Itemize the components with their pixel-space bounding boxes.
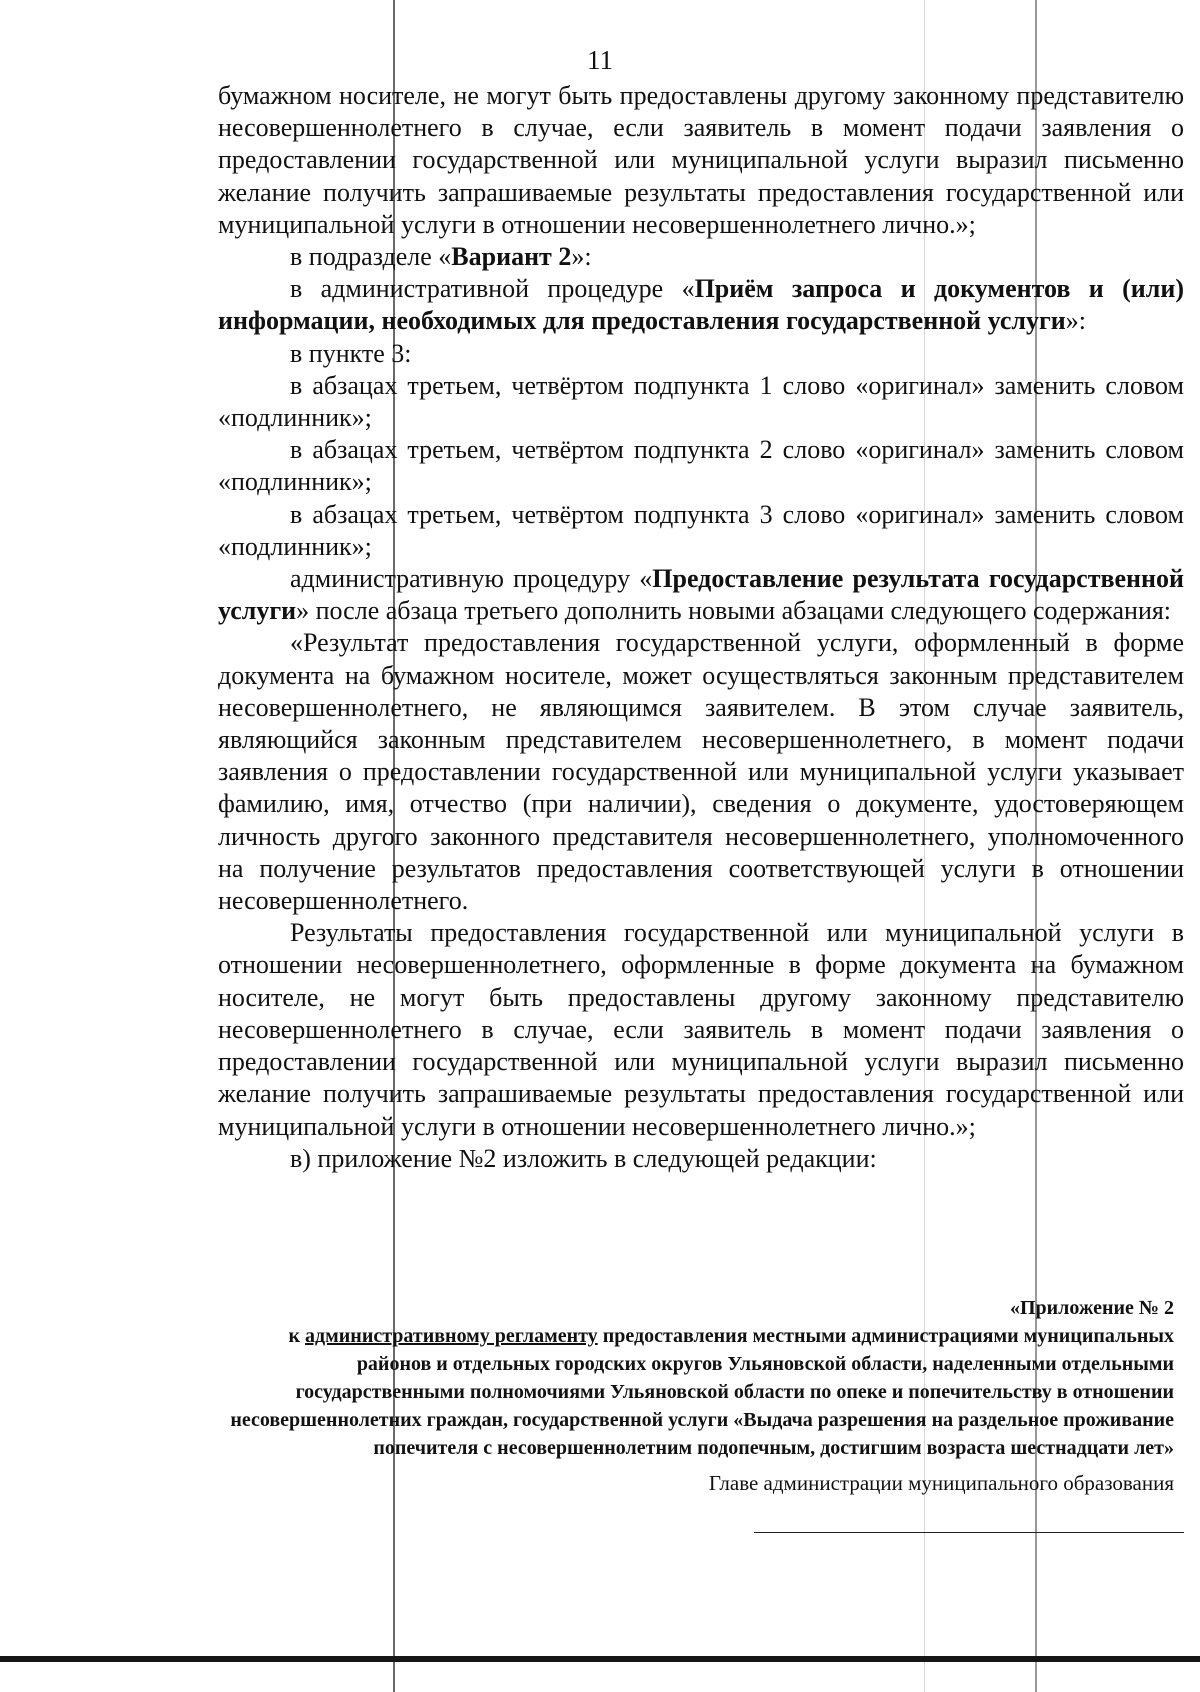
paragraph: в абзацах третьем, четвёртом подпункта 1 слово «оригинал» заменить словом «подлинник»;: [218, 370, 1184, 433]
text: в подразделе «: [290, 242, 452, 272]
text-line: заявления о предоставлении государственной или муниципальной услуги: [218, 113, 1184, 175]
signature-line: [754, 1532, 1184, 1533]
text: в административной процедуре «: [290, 274, 695, 304]
annex-header: [214, 1294, 1174, 1462]
text-line: бумажном носителе, не могут быть предоставлены другому законному: [218, 81, 1017, 110]
text: административную процедуру «: [290, 564, 653, 594]
text-line: несовершеннолетнего лично.»;: [632, 209, 976, 239]
text-line: предоставления государственной или муниципальной услуги в отношении: [218, 177, 1184, 239]
text-line: представителю несовершеннолетнего в случае, если заявитель в момент подачи: [218, 81, 1184, 143]
body-text: [218, 80, 1184, 1175]
paragraph: «Результат предоставления государственной услуги, оформленный в форме документа на бумажном носителе, может осуществляться законным представителем несовершеннолетнего, не являющимся заявителем. В этом случае заявитель, являющийся законным представителем несовершеннолетнего, в момент подачи заявления о предоставлении государственной или муниципальной услуги указывает фамилию, имя, отчество (при наличии), сведения о документе, удостоверяющем личность другого законного представителя несовершеннолетнего, уполномоченного на получение результатов предоставления соответствующей услуги в отношении несовершеннолетнего.: [218, 628, 1184, 916]
bold-text: Вариант 2: [451, 242, 572, 272]
bold-text: Приём запроса и документов и (или) информации, необходимых для предоставления государственной услуги: [218, 274, 1184, 336]
paragraph: в абзацах третьем, четвёртом подпункта 3 слово «оригинал» заменить словом «подлинник»;: [218, 499, 1184, 561]
paragraph: Результаты предоставления государственной или муниципальной услуги в отношении несовершеннолетнего, оформленные в форме документа на бумажном носителе, не могут быть предоставлены другому законному представителю несовершеннолетнего в случае, если заявитель в момент подачи заявления о предоставлении государственной или муниципальной услуги выразил письменно желание получить запрашиваемые результаты предоставления государственной или муниципальной услуги в отношении несовершеннолетнего лично.»;: [218, 918, 1184, 1141]
annex-description: к административному регламенту предоставления местными администрациями муниципальных районов и отдельных городских округов Ульяновской области, наделенными отдельными государственными полномочиями Ульяновской области по опеке и попечительству в отношении несовершеннолетних граждан, государственной услуги «Выдача разрешения на раздельное проживание попечителя с несовершеннолетним подопечным, достигшим возраста шестнадцати лет»: [230, 1325, 1174, 1459]
paragraph: [218, 80, 1184, 241]
page-number: 11: [587, 45, 613, 75]
text-line: выразил письменно желание получить запрашиваемые результаты: [218, 145, 1184, 207]
paragraph: в абзацах третьем, четвёртом подпункта 2 слово «оригинал» заменить словом «подлинник»;: [218, 435, 1184, 497]
text: »:: [571, 242, 592, 272]
paragraph: [218, 241, 1184, 273]
text: » после абзаца третьего дополнить новыми абзацами следующего содержания:: [296, 596, 1172, 626]
paragraph: в) приложение №2 изложить в следующей редакции:: [290, 1143, 877, 1173]
page-bottom-edge: [0, 1656, 1200, 1662]
paragraph: [218, 563, 1184, 627]
paragraph: [218, 273, 1184, 337]
addressee: Главе администрации муниципального образования: [708, 1471, 1174, 1495]
text: »:: [1065, 306, 1087, 336]
paragraph: в пункте 3:: [290, 338, 412, 368]
annex-label: «Приложение № 2: [1009, 1297, 1174, 1319]
underlined-text: административному регламенту: [305, 1325, 598, 1347]
bold-text: Предоставление результата государственной услуги: [218, 564, 1184, 626]
